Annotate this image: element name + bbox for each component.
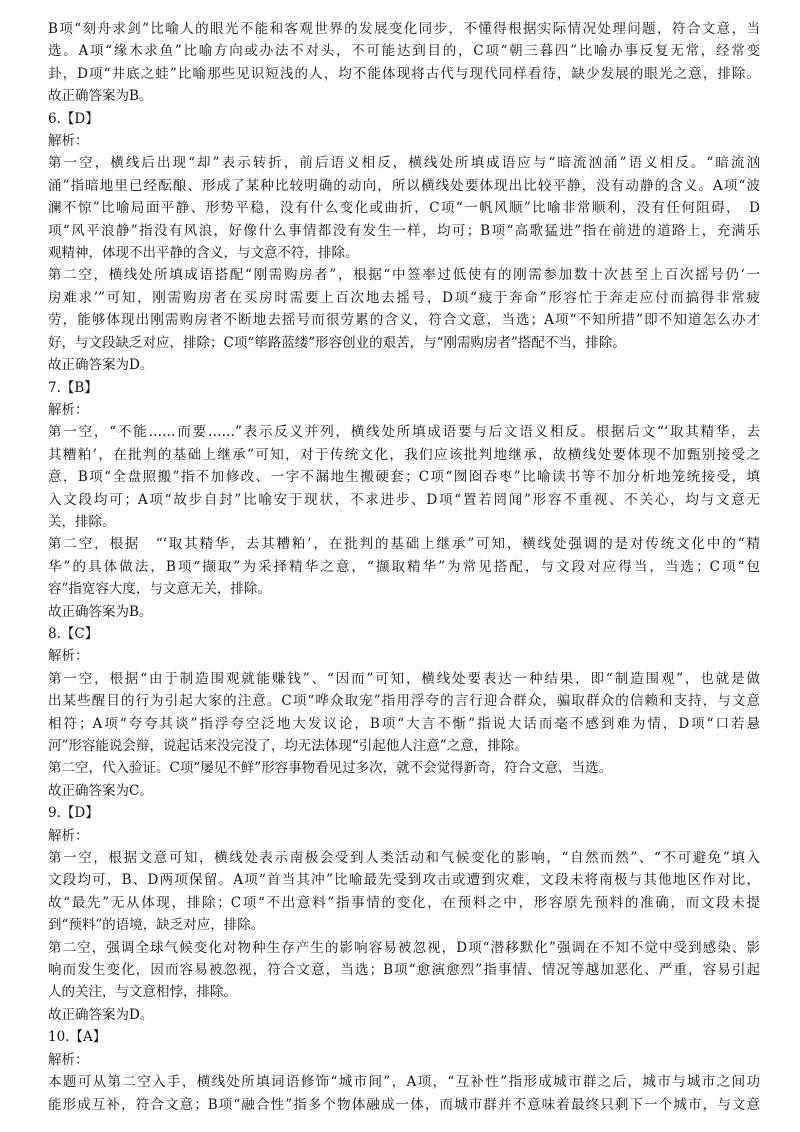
text-line: 澜不惊”比喻局面平静、形势平稳，没有什么变化或曲折，C项“一帆风顺”比喻非常顺利，没有任何阻碍， D: [48, 200, 760, 217]
text-line: 解析：: [48, 133, 89, 150]
text-line: 文段均可，B、D两项保留。A项“首当其冲”比喻最先受到攻击或遭到灾难，文段未将南极与其他地区作对比，: [48, 872, 760, 889]
text-line: 项“风平浪静”指没有风浪，好像什么事情都没有发生一样，均可；B项“高歌猛进”指在前进的道路上，充满乐: [48, 222, 760, 239]
text-line: 意，B项“全盘照搬”指不加修改、一字不漏地生搬硬套；C项“囫囵吞枣”比喻读书等不加分析地笼统接受，填: [48, 469, 760, 486]
text-line: 第一空，“不能……而要……”表示反义并列，横线处所填成语要与后文语义相反。根据后文“‘取其精华，去: [48, 424, 760, 441]
text-line: 第一空，根据“由于制造围观就能赚钱”、“因而”可知，横线处要表达一种结果，即“制造围观”，也就是做: [48, 670, 760, 687]
text-line: 房难求’”可知，刚需购房者在买房时需要上百次地去摇号，D项“疲于奔命”形容忙于奔走应付而搞得非常疲: [48, 289, 760, 306]
text-line: 华”的具体做法，B项“撷取”为采择精华之意，“撷取精华”为常见搭配，与文段对应得当，当选；C项“包: [48, 558, 760, 575]
text-line: 涌”指暗地里已经酝酿、形成了某种比较明确的动向，所以横线处要体现出比较平静，没有动静的含义。A项“波: [48, 177, 760, 194]
text-line: 其糟粕’，在批判的基础上继承”可知，对于传统文化，我们应该批判地继承，故横线处要体现不加甄别接受之: [48, 446, 760, 463]
text-line: 故正确答案为D。: [48, 1006, 154, 1023]
text-line: 相符；A项“夸夸其谈”指浮夸空泛地大发议论，B项“大言不惭”指说大话而毫不感到难为情，D项“口若悬: [48, 715, 760, 732]
text-line: 故正确答案为B。: [48, 88, 153, 105]
text-line: 第二空，强调全球气候变化对物种生存产生的影响容易被忽视，D项“潜移默化”强调在不知不觉中受到感染、影: [48, 939, 760, 956]
text-line: 关，排除。: [48, 513, 116, 530]
text-line: 本题可从第二空入手，横线处所填词语修饰“城市间”，A项，“互补性”指形成城市群之后，城市与城市之间功: [48, 1074, 760, 1091]
text-line: 第二空，横线处所填成语搭配“刚需购房者”，根据“中签率过低使有的刚需参加数十次甚至上百次摇号仍‘一: [48, 267, 760, 284]
text-line: 好，与文段缺乏对应，排除；C项“筚路蓝缕”形容创业的艰苦，与“刚需购房者”搭配不当，排除。: [48, 334, 626, 351]
text-line: 故正确答案为C。: [48, 782, 153, 799]
text-line: 第二空，代入验证。C项“屡见不鲜”形容事物看见过多次，就不会觉得新奇，符合文意，当选。: [48, 760, 613, 777]
text-line: 选。A项“缘木求鱼”比喻方向或办法不对头，不可能达到目的，C项“朝三暮四”比喻办事反复无常，经常变: [48, 43, 760, 60]
text-line: 能形成互补，符合文意；B项“融合性”指多个物体融成一体，而城市群并不意味着最终只剩下一个城市，与文意: [48, 1096, 760, 1113]
text-line: 到“预料”的语境，缺乏对应，排除。: [48, 917, 265, 934]
text-line: 7.【B】: [48, 379, 98, 396]
text-line: 第一空，横线后出现“却”表示转折，前后语义相反，横线处所填成语应与“暗流汹涌”语义相反。“暗流汹: [48, 155, 760, 172]
text-line: 解析：: [48, 1051, 89, 1068]
text-line: 9.【D】: [48, 805, 99, 822]
text-line: 解析：: [48, 827, 89, 844]
text-line: 故正确答案为B。: [48, 603, 153, 620]
text-line: B项“刻舟求剑”比喻人的眼光不能和客观世界的发展变化同步，不懂得根据实际情况处理问题，符合文意，当: [48, 21, 760, 37]
text-line: 解析：: [48, 648, 89, 665]
answer-explanation-page: [48, 18, 760, 1116]
text-line: 第二空，根据 “‘取其精华，去其糟粕’，在批判的基础上继承”可知，横线处强调的是对传统文化中的“精: [48, 536, 760, 553]
text-line: 故正确答案为D。: [48, 357, 154, 374]
text-line: 出某些醒目的行为引起大家的注意。C项“哗众取宠”指用浮夸的言行迎合群众，骗取群众的信赖和支持，与文意: [48, 693, 760, 710]
text-line: 入文段均可；A项“故步自封”比喻安于现状，不求进步、D项“置若罔闻”形容不重视、不关心，均与文意无: [48, 491, 760, 508]
text-line: 6.【D】: [48, 110, 99, 127]
text-line: 人的关注，与文意相悖，排除。: [48, 984, 237, 1001]
text-line: 河”形容能说会辩，说起话来没完没了，均无法体现“引起他人注意”之意，排除。: [48, 738, 528, 754]
text-line: 卦，D项“井底之蛙”比喻那些见识短浅的人，均不能体现将古代与现代同样看待，缺少发展的眼光之意，排除。: [48, 65, 760, 82]
text-line: 第一空，根据文意可知，横线处表示南极会受到人类活动和气候变化的影响，“自然而然”、“不可避免”填入: [48, 850, 760, 867]
text-line: 故“最先”无从体现，排除；C项“不出意料”指事情的变化，在预料之中，形容原先预料的准确，而文段未提: [48, 894, 760, 911]
text-line: 容”指宽容大度，与文意无关，排除。: [48, 581, 271, 598]
text-line: 响而发生变化，因而容易被忽视，符合文意，当选；B项“愈演愈烈”指事情、情况等越加恶化、严重，容易引起: [48, 962, 760, 979]
text-line: 劳，能够体现出刚需购房者不断地去摇号而很劳累的含义，符合文意，当选；A项“不知所措”即不知道怎么办才: [48, 312, 760, 329]
text-line: 观精神，体现不出平静的含义，与文意不符，排除。: [48, 245, 359, 262]
text-line: 解析：: [48, 401, 89, 418]
text-line: 8.【C】: [48, 625, 99, 642]
text-line: 10.【A】: [48, 1029, 107, 1046]
